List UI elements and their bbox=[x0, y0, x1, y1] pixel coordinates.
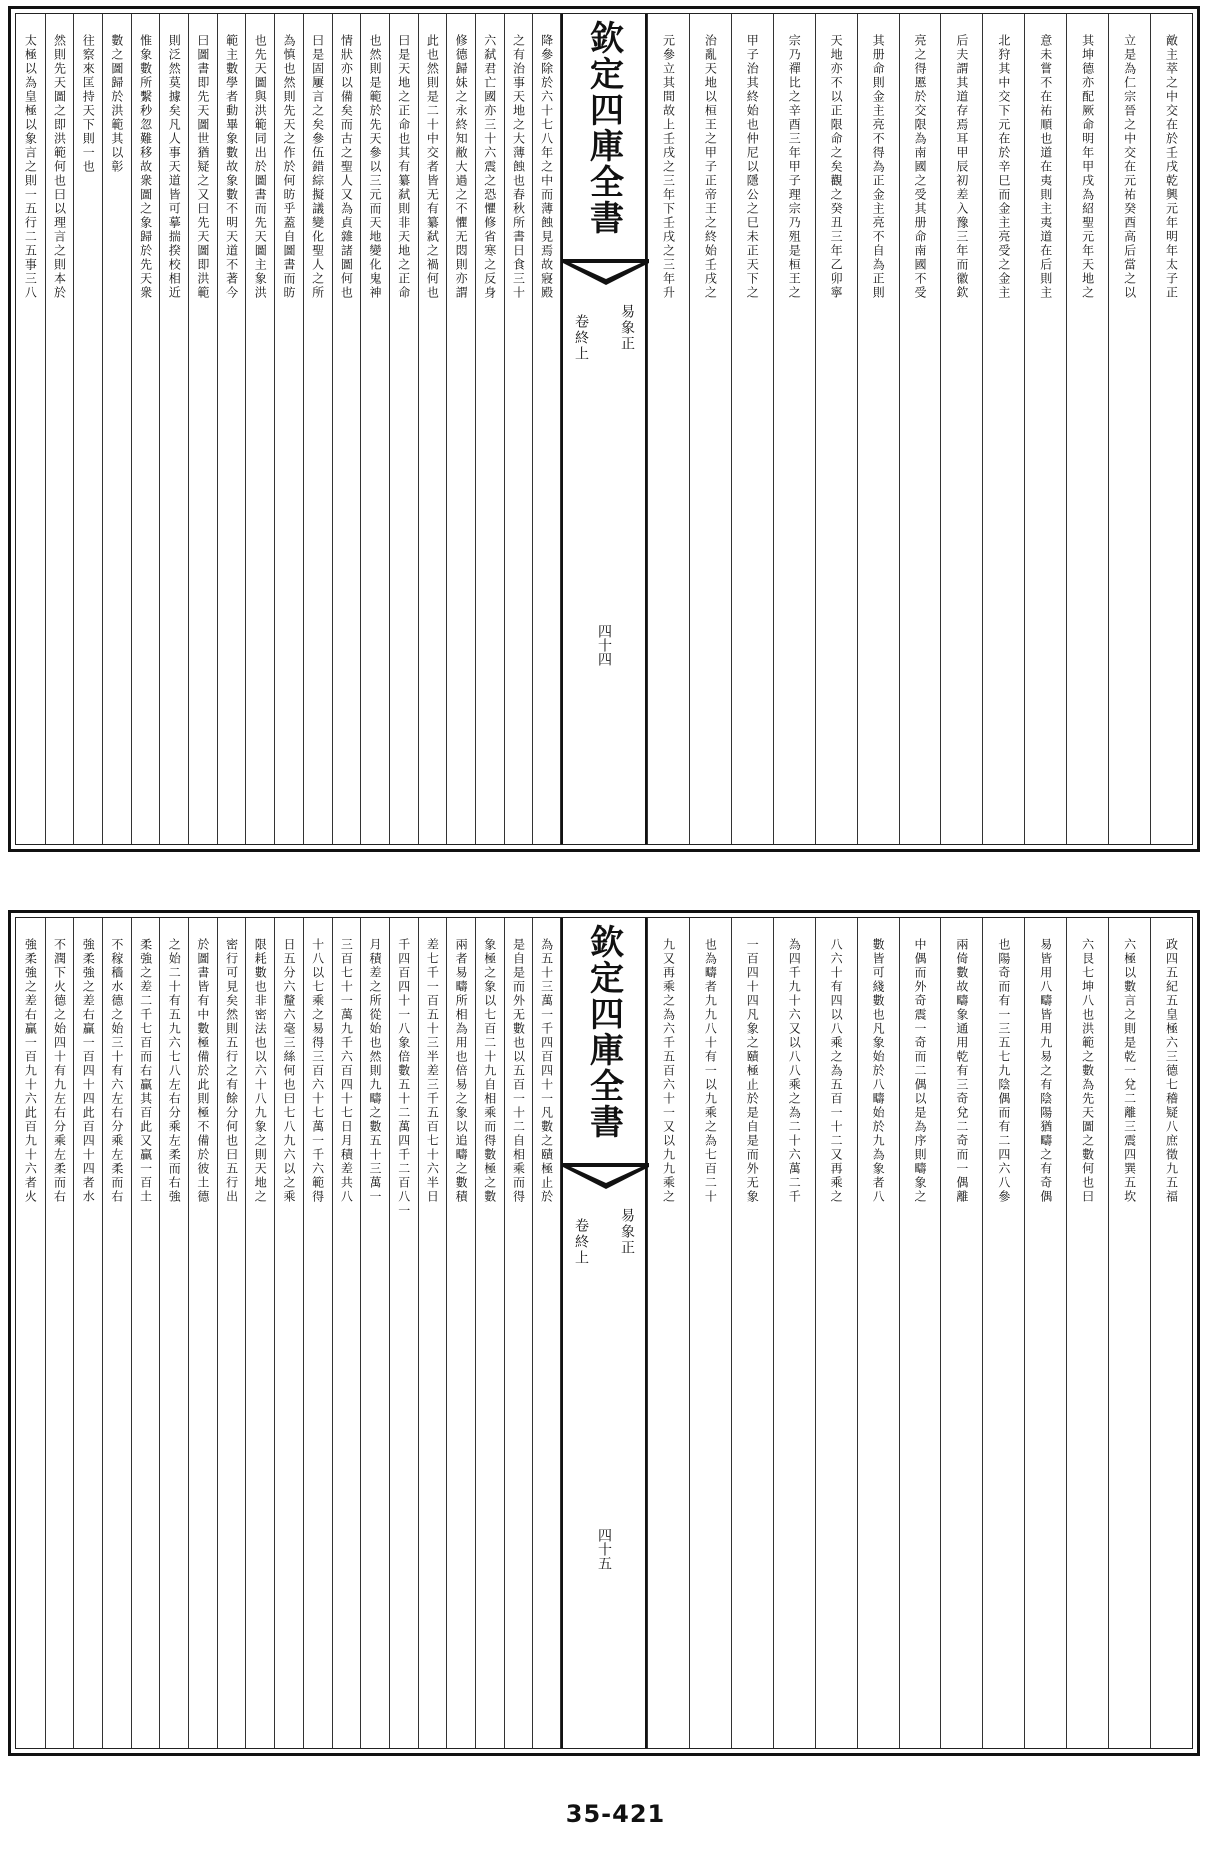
column-text: 數之圖歸於洪範其以彰 bbox=[109, 34, 124, 174]
column-text: 惟象數所繫秒忽難移故衆圖之象歸於先天衆 bbox=[138, 34, 153, 300]
column-text: 曰是天地之正命也其有纂弑則非天地之正命 bbox=[396, 34, 411, 300]
column-text: 則泛然莫據矣凡人事天道皆可摹揣揆校相近 bbox=[167, 34, 182, 300]
column-text: 之始二十有五九六七八左右分乘左柔而右強 bbox=[167, 938, 182, 1204]
text-column bbox=[446, 14, 475, 844]
column-text: 於圖書皆有中數極備於此則極不備於彼土德 bbox=[195, 938, 210, 1204]
text-column bbox=[504, 14, 533, 844]
column-text: 千四百四十一八象倍數五十二萬四千二百八一 bbox=[396, 938, 411, 1218]
column-text: 六艮七坤八也洪範之數為先天圖之數何也曰 bbox=[1080, 938, 1095, 1204]
text-column bbox=[982, 918, 1024, 1748]
text-column bbox=[245, 918, 274, 1748]
text-column bbox=[815, 14, 857, 844]
column-text: 后夫謂其道存焉耳甲辰初差入豫三年而徽欽 bbox=[954, 34, 969, 300]
text-column bbox=[274, 918, 303, 1748]
text-column bbox=[1108, 918, 1150, 1748]
text-column bbox=[1150, 918, 1192, 1748]
column-text: 曰是固屢言之矣參伍錯綜擬議變化聖人之所 bbox=[310, 34, 325, 300]
column-text: 易皆用八疇皆用九易之有陰陽猶疇之有奇偶 bbox=[1038, 938, 1053, 1204]
text-column bbox=[102, 918, 131, 1748]
text-column bbox=[731, 918, 773, 1748]
text-column bbox=[418, 918, 447, 1748]
column-text: 也先天圖與洪範同出於圖書而先天圖主象洪 bbox=[253, 34, 268, 300]
text-column bbox=[532, 14, 561, 844]
text-column bbox=[475, 918, 504, 1748]
text-column bbox=[217, 14, 246, 844]
column-text: 情狀亦以備矣而古之聖人又為貞雜諸圖何也 bbox=[339, 34, 354, 300]
column-text: 範主數學者動畢象數故象數不明天道不著今 bbox=[224, 34, 239, 300]
text-column bbox=[159, 14, 188, 844]
text-column bbox=[389, 918, 418, 1748]
text-column bbox=[102, 14, 131, 844]
text-column bbox=[940, 918, 982, 1748]
column-text: 曰圖書即先天圖世猶疑之又曰先天圖即洪範 bbox=[195, 34, 210, 300]
column-text: 立是為仁宗晉之中交在元祐癸酉高后當之以 bbox=[1122, 34, 1137, 300]
column-text: 數皆可綫數也凡象始於八疇始於九為象者八 bbox=[871, 938, 886, 1204]
folio-number: 四十五 bbox=[596, 1528, 612, 1570]
text-column bbox=[857, 918, 899, 1748]
column-text: 差七千一百五十三半差三千五百七十六半日 bbox=[425, 938, 440, 1204]
column-text: 亮之得慝於交限為南國之受其册命南國不受 bbox=[912, 34, 927, 300]
fishtail-mark-icon bbox=[563, 259, 649, 289]
text-column bbox=[188, 14, 217, 844]
column-text: 太極以為皇極以象言之則一五行二五事三八 bbox=[23, 34, 38, 300]
volume-label: 卷終上 bbox=[573, 1218, 589, 1266]
text-column bbox=[274, 14, 303, 844]
text-column bbox=[982, 14, 1024, 844]
column-text: 為慎也然則先天之作於何昉乎蓋自圖書而昉 bbox=[281, 34, 296, 300]
text-column bbox=[689, 14, 731, 844]
text-column bbox=[418, 14, 447, 844]
text-column bbox=[1024, 918, 1066, 1748]
column-text: 天地亦不以正限命之矣觀之癸丑三年乙卯寧 bbox=[829, 34, 844, 300]
column-text: 甲子治其終始也仲尼以隱公之巳未正天下之 bbox=[745, 34, 760, 300]
text-column bbox=[1066, 14, 1108, 844]
text-column bbox=[245, 14, 274, 844]
column-text: 一百四十四凡象之賾極止於是自是而外无象 bbox=[745, 938, 760, 1204]
text-column bbox=[131, 918, 160, 1748]
column-text: 為四千九十六又以八八乘之為二十六萬二千 bbox=[787, 938, 802, 1204]
text-column bbox=[773, 14, 815, 844]
text-column bbox=[303, 918, 332, 1748]
page-number: 35-421 bbox=[565, 1800, 666, 1828]
column-text: 為五十三萬一千四百四十一凡數之賾極止於 bbox=[539, 938, 554, 1204]
column-text: 不潤下火德之始四十有九左右分乘左柔而右 bbox=[52, 938, 67, 1204]
column-text: 元參立其間故上壬戌之三年下壬戌之三年升 bbox=[661, 34, 676, 300]
column-text: 兩者易疇所相為用也倍易之象以追疇之數積 bbox=[454, 938, 469, 1204]
text-column bbox=[446, 918, 475, 1748]
column-text: 往察來匡持天下則一也 bbox=[81, 34, 96, 174]
text-column bbox=[899, 918, 941, 1748]
volume-label: 卷終上 bbox=[573, 314, 589, 362]
column-text: 也為疇者九九八十有一以九乘之為七百二十 bbox=[703, 938, 718, 1204]
column-text: 十八以七乘之易得三百六十七萬一千六範得 bbox=[310, 938, 325, 1204]
text-column bbox=[159, 918, 188, 1748]
text-column bbox=[360, 14, 389, 844]
collection-title: 欽定四庫全書 bbox=[583, 924, 624, 1140]
column-text: 九又再乘之為六千五百六十一又以九九乘之 bbox=[661, 938, 676, 1204]
column-text: 敵主萃之中交在於壬戌乾興元年明年太子正 bbox=[1164, 34, 1179, 300]
text-column bbox=[773, 918, 815, 1748]
text-column bbox=[16, 14, 45, 844]
upper-page-frame bbox=[15, 13, 1193, 845]
column-text: 然則先天圖之即洪範何也曰以理言之則本於 bbox=[52, 34, 67, 300]
column-text: 北狩其中交下元在於辛巳而金主亮受之金主 bbox=[996, 34, 1011, 300]
column-text: 日五分六釐六毫三絲何也曰七八九六以之乘 bbox=[281, 938, 296, 1204]
text-column bbox=[332, 918, 361, 1748]
text-column bbox=[303, 14, 332, 844]
column-text: 兩倚數故疇象通用乾有三奇兌二奇而一偶離 bbox=[954, 938, 969, 1204]
column-text: 治亂天地以桓王之甲子正帝王之終始壬戌之 bbox=[703, 34, 718, 300]
text-column bbox=[1108, 14, 1150, 844]
center-spine bbox=[561, 14, 647, 844]
column-text: 修德歸妹之永終知敝大過之不懼无悶則亦謂 bbox=[454, 34, 469, 300]
column-text: 限耗數也非密法也以六十八九象之則天地之 bbox=[253, 938, 268, 1204]
text-column bbox=[45, 918, 74, 1748]
center-spine bbox=[561, 918, 647, 1748]
text-column bbox=[475, 14, 504, 844]
text-column bbox=[188, 918, 217, 1748]
column-text: 也陽奇而有一三五七九陰偶而有二四六八參 bbox=[996, 938, 1011, 1204]
column-text: 密行可見矣然則五行之有餘分何也曰五行出 bbox=[224, 938, 239, 1204]
column-text: 六極以數言之則是乾一兌二離三震四巽五坎 bbox=[1122, 938, 1137, 1204]
text-column bbox=[899, 14, 941, 844]
column-text: 其坤德亦配厥命明年甲戌為紹聖元年天地之 bbox=[1080, 34, 1095, 300]
text-column bbox=[131, 14, 160, 844]
text-column bbox=[689, 918, 731, 1748]
book-title: 易象正 bbox=[619, 1208, 635, 1256]
text-column bbox=[647, 918, 689, 1748]
text-column bbox=[73, 14, 102, 844]
column-text: 是自是而外无數也以五百一十二自相乘而得 bbox=[511, 938, 526, 1204]
text-column bbox=[217, 918, 246, 1748]
column-text: 也然則是範於先天參以三元而天地變化鬼神 bbox=[368, 34, 383, 300]
text-column bbox=[16, 918, 45, 1748]
upper-page bbox=[8, 6, 1200, 852]
column-text: 不稼穡水德之始三十有六左右分乘左柔而右 bbox=[109, 938, 124, 1204]
text-column bbox=[815, 918, 857, 1748]
text-column bbox=[504, 918, 533, 1748]
column-text: 強柔強之差右贏一百四十四此百四十四者水 bbox=[81, 938, 96, 1204]
book-title: 易象正 bbox=[619, 304, 635, 352]
fishtail-mark-icon bbox=[563, 1163, 649, 1193]
text-column bbox=[647, 14, 689, 844]
text-column bbox=[73, 918, 102, 1748]
text-column bbox=[1024, 14, 1066, 844]
column-text: 意未嘗不在祐順也道在夷則主夷道在后則主 bbox=[1038, 34, 1053, 300]
text-column bbox=[940, 14, 982, 844]
column-text: 三百七十一萬九千六百四十七日月積差共八 bbox=[339, 938, 354, 1204]
text-column bbox=[332, 14, 361, 844]
column-text: 中偶而外奇震一奇而二偶以是為序則疇象之 bbox=[912, 938, 927, 1204]
column-text: 之有治事天地之大薄蝕也春秋所書日食三十 bbox=[511, 34, 526, 300]
text-column bbox=[389, 14, 418, 844]
text-column bbox=[857, 14, 899, 844]
collection-title: 欽定四庫全書 bbox=[583, 20, 624, 236]
column-text: 此也然則是二十中交者皆无有纂弑之禍何也 bbox=[425, 34, 440, 300]
column-text: 政四五紀五皇極六三德七稽疑八庶徵九五福 bbox=[1164, 938, 1179, 1204]
column-text: 其册命則金主亮不得為正金主亮不自為正則 bbox=[871, 34, 886, 300]
lower-page bbox=[8, 910, 1200, 1756]
folio-number: 四十四 bbox=[596, 624, 612, 666]
column-text: 八六十有四以八乘之為五百一十二又再乘之 bbox=[829, 938, 844, 1204]
column-text: 月積差之所從始也然則九疇之數五十三萬一 bbox=[368, 938, 383, 1204]
column-text: 降參除於六十七八年之中而薄蝕見焉故寢殿 bbox=[539, 34, 554, 300]
text-column bbox=[45, 14, 74, 844]
column-text: 柔強之差二千七百而右贏其百此又贏一百土 bbox=[138, 938, 153, 1204]
column-text: 宗乃禪比之辛酉三年甲子理宗乃殂是桓王之 bbox=[787, 34, 802, 300]
text-column bbox=[532, 918, 561, 1748]
text-column bbox=[731, 14, 773, 844]
column-text: 六弑君亡國亦三十六震之恐懼修省寒之反身 bbox=[482, 34, 497, 300]
lower-page-frame bbox=[15, 917, 1193, 1749]
text-column bbox=[1150, 14, 1192, 844]
text-column bbox=[1066, 918, 1108, 1748]
text-column bbox=[360, 918, 389, 1748]
column-text: 象極之象以七百二十九自相乘而得數極之數 bbox=[482, 938, 497, 1204]
column-text: 強柔強之差右贏一百九十六此百九十六者火 bbox=[23, 938, 38, 1204]
